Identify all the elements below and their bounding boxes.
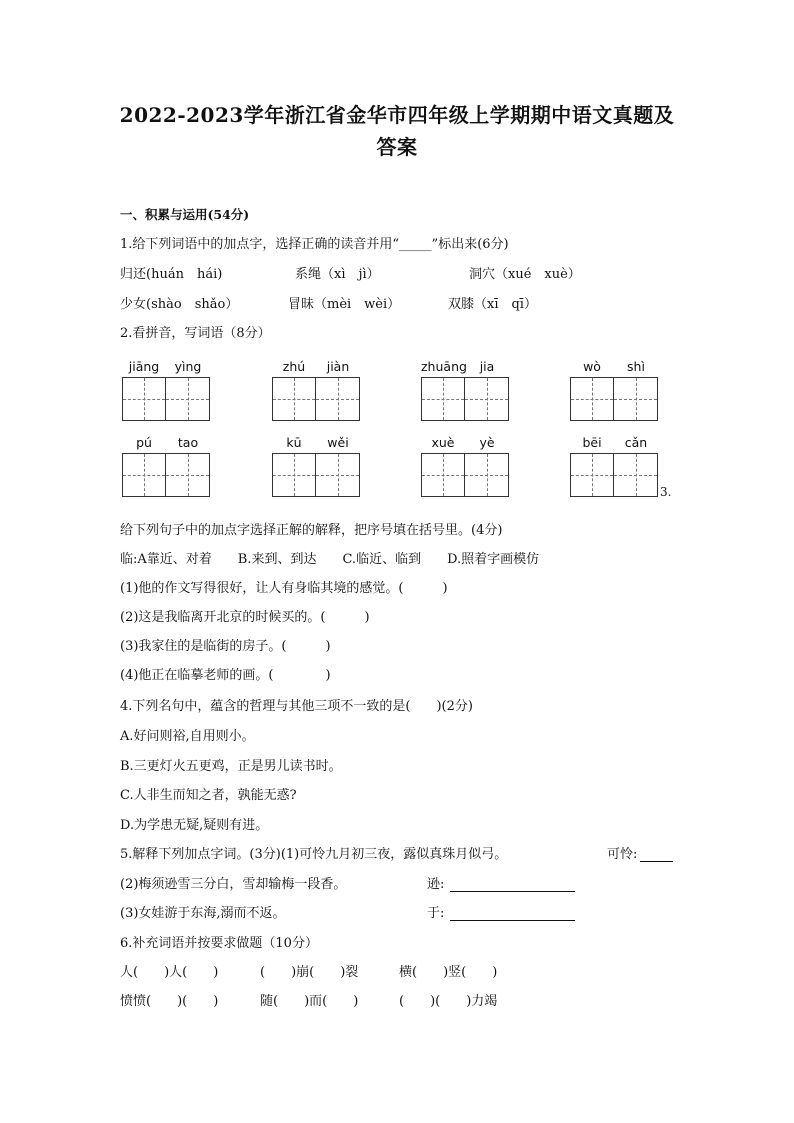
- q4-choice: B.三更灯火五更鸡，正是男儿读书时。: [120, 759, 342, 774]
- q6-idiom: 人( )人( ): [120, 965, 219, 980]
- q5-line: (2)梅须逊雪三分白，雪却输梅一段香。: [120, 877, 347, 892]
- q6-idiom: 随( )而( ): [260, 994, 359, 1009]
- q5-blank-label: 于:: [427, 906, 445, 921]
- pinyin-label: yìng: [174, 359, 202, 374]
- q1-item: 少女(shào shǎo）: [120, 297, 239, 312]
- pinyin-label: zhú: [282, 359, 306, 374]
- writing-grid-box[interactable]: [465, 453, 509, 497]
- writing-grid-box[interactable]: [465, 377, 509, 421]
- pinyin-label: xuè: [431, 435, 455, 450]
- q4-choice: D.为学患无疑,疑则有进。: [120, 818, 269, 833]
- q1-item: 归还(huán hái): [120, 267, 223, 282]
- section-heading: 一、积累与运用(54分): [120, 207, 250, 222]
- pinyin-label: jiàn: [326, 359, 350, 374]
- question-1-prompt: 1.给下列词语中的加点字，选择正确的读音并用“_____”标出来(6分): [120, 237, 509, 252]
- pinyin-label: zhuāng: [421, 359, 467, 374]
- question-4-prompt: 4.下列名句中，蕴含的哲理与其他三项不一致的是( )(2分): [120, 699, 473, 714]
- writing-grid-box[interactable]: [421, 377, 465, 421]
- q5-blank-label: 逊:: [427, 877, 445, 892]
- q4-choice: C.人非生而知之者，孰能无惑?: [120, 788, 297, 803]
- answer-blank[interactable]: [450, 891, 575, 892]
- pinyin-label: tao: [177, 435, 199, 450]
- q6-idiom: 愤愤( )( ): [120, 994, 219, 1009]
- pinyin-label: cǎn: [624, 435, 648, 450]
- pinyin-label: yè: [479, 435, 495, 450]
- pinyin-label: bēi: [582, 435, 602, 450]
- q1-item: 冒昧（mèi wèi）: [288, 297, 401, 312]
- question-6-prompt: 6.补充词语并按要求做题（10分）: [120, 936, 318, 951]
- q1-item: 系绳（xì jì）: [295, 267, 380, 282]
- q3-item: (4)他正在临摹老师的画。( ): [120, 668, 331, 683]
- q3-item: (1)他的作文写得很好，让人有身临其境的感觉。( ): [120, 581, 448, 596]
- pinyin-label: shì: [627, 359, 645, 374]
- q1-item: 双膝（xī qī）: [448, 297, 537, 312]
- writing-grid-box[interactable]: [570, 377, 614, 421]
- pinyin-label: kū: [286, 435, 302, 450]
- q5-blank-label: 可怜:: [607, 847, 638, 862]
- writing-grid-box[interactable]: [614, 453, 658, 497]
- page-title-line1: 2022-2023学年浙江省金华市四年级上学期期中语文真题及: [119, 103, 675, 127]
- q6-idiom: 横( )竖( ): [399, 965, 498, 980]
- answer-blank[interactable]: [450, 920, 575, 921]
- writing-grid-box[interactable]: [272, 453, 316, 497]
- q4-choice: A.好问则裕,自用则小。: [120, 729, 255, 744]
- writing-grid-box[interactable]: [122, 453, 166, 497]
- writing-grid-box[interactable]: [166, 453, 210, 497]
- writing-grid-box[interactable]: [166, 377, 210, 421]
- writing-grid-box[interactable]: [570, 453, 614, 497]
- pinyin-label: jia: [479, 359, 495, 374]
- question-2-prompt: 2.看拼音，写词语（8分）: [120, 326, 271, 341]
- writing-grid-box[interactable]: [614, 377, 658, 421]
- writing-grid-box[interactable]: [421, 453, 465, 497]
- writing-grid-box[interactable]: [122, 377, 166, 421]
- q3-options: 临:A靠近、对着 B.来到、到达 C.临近、临到 D.照着字画模仿: [120, 552, 540, 567]
- q3-item: (3)我家住的是临街的房子。( ): [120, 639, 331, 654]
- pinyin-label: wò: [583, 359, 601, 374]
- page-title-line2: 答案: [376, 135, 418, 159]
- q6-idiom: ( )( )力竭: [399, 994, 498, 1009]
- question-5-prompt: 5.解释下列加点字词。(3分)(1)可怜九月初三夜，露似真珠月似弓。: [120, 847, 508, 862]
- q5-line: (3)女娃游于东海,溺而不返。: [120, 906, 286, 921]
- q6-idiom: ( )崩( )裂: [260, 965, 359, 980]
- pinyin-label: jiāng: [128, 359, 160, 374]
- question-3-prompt: 给下列句子中的加点字选择正解的解释，把序号填在括号里。(4分): [120, 523, 503, 538]
- writing-grid-box[interactable]: [316, 377, 360, 421]
- q1-item: 洞穴（xué xuè）: [469, 267, 581, 282]
- answer-blank[interactable]: [640, 861, 673, 862]
- pinyin-label: wěi: [327, 435, 349, 450]
- writing-grid-box[interactable]: [316, 453, 360, 497]
- q3-item: (2)这是我临离开北京的时候买的。( ): [120, 610, 370, 625]
- question-3-number: 3.: [660, 485, 672, 499]
- pinyin-label: pú: [136, 435, 152, 450]
- writing-grid-box[interactable]: [272, 377, 316, 421]
